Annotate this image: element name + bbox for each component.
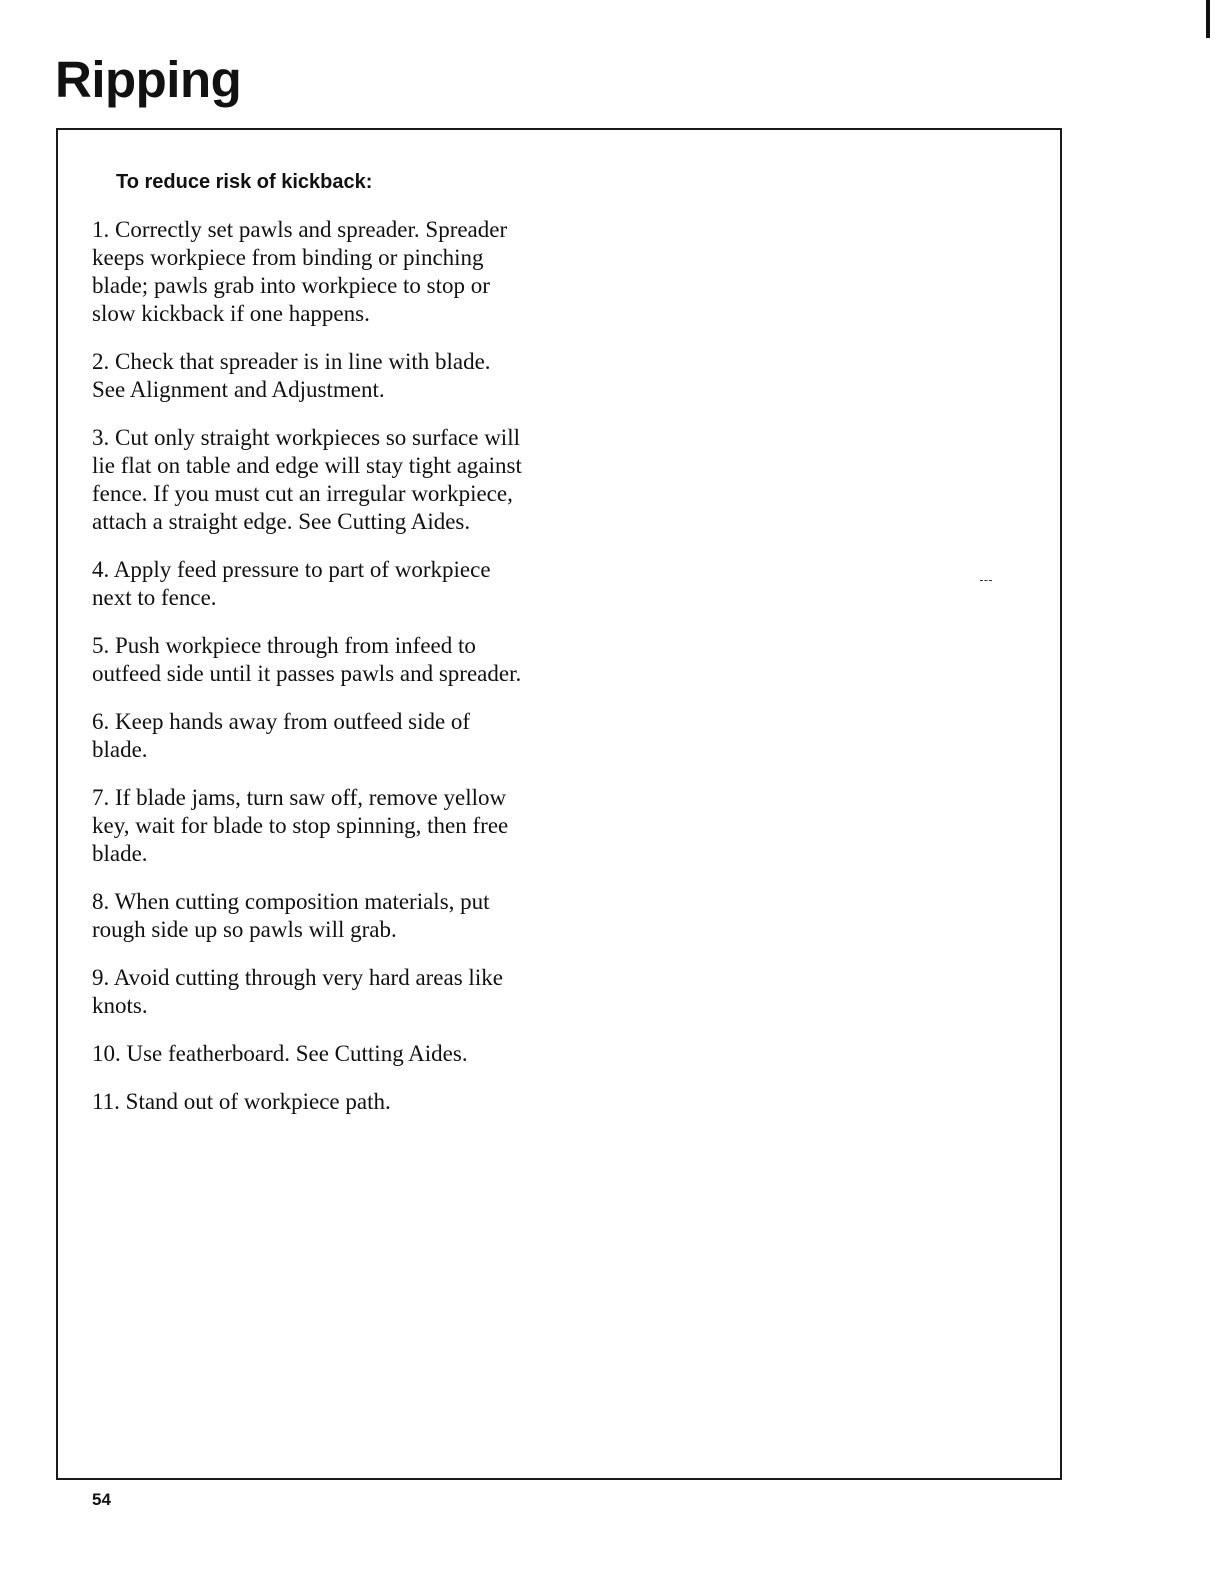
step-item: 3. Cut only straight workpieces so surface will lie flat on table and edge will stay tight against fence. If you must cut an irregular workpiece, attach a straight edge. See Cutting Aides. (92, 425, 522, 534)
section-heading: To reduce risk of kickback: (116, 171, 373, 193)
step-item: 5. Push workpiece through from infeed to outfeed side until it passes pawls and spreader. (92, 633, 522, 686)
step-item: 8. When cutting composition materials, put rough side up so pawls will grab. (92, 889, 490, 942)
step-item: 7. If blade jams, turn saw off, remove yellow key, wait for blade to stop spinning, then free blade. (92, 785, 509, 866)
step-item: 2. Check that spreader is in line with blade. See Alignment and Adjustment. (92, 349, 491, 402)
step-item: 10. Use featherboard. See Cutting Aides. (92, 1041, 468, 1066)
steps-list (92, 216, 522, 1136)
step-item: 1. Correctly set pawls and spreader. Spreader keeps workpiece from binding or pinching blade; pawls grab into workpiece to stop or slow kickback if one happens. (92, 217, 508, 326)
step-item: 9. Avoid cutting through very hard areas like knots. (92, 965, 503, 1018)
step-item: 6. Keep hands away from outfeed side of blade. (92, 709, 471, 762)
stray-dash-mark (980, 580, 992, 581)
page-title: Ripping (55, 51, 242, 108)
page-edge-mark (1206, 0, 1210, 38)
content-box (56, 128, 1062, 1480)
step-item: 4. Apply feed pressure to part of workpiece next to fence. (92, 557, 491, 610)
page-number: 54 (92, 1490, 111, 1509)
step-item: 11. Stand out of workpiece path. (92, 1089, 391, 1114)
